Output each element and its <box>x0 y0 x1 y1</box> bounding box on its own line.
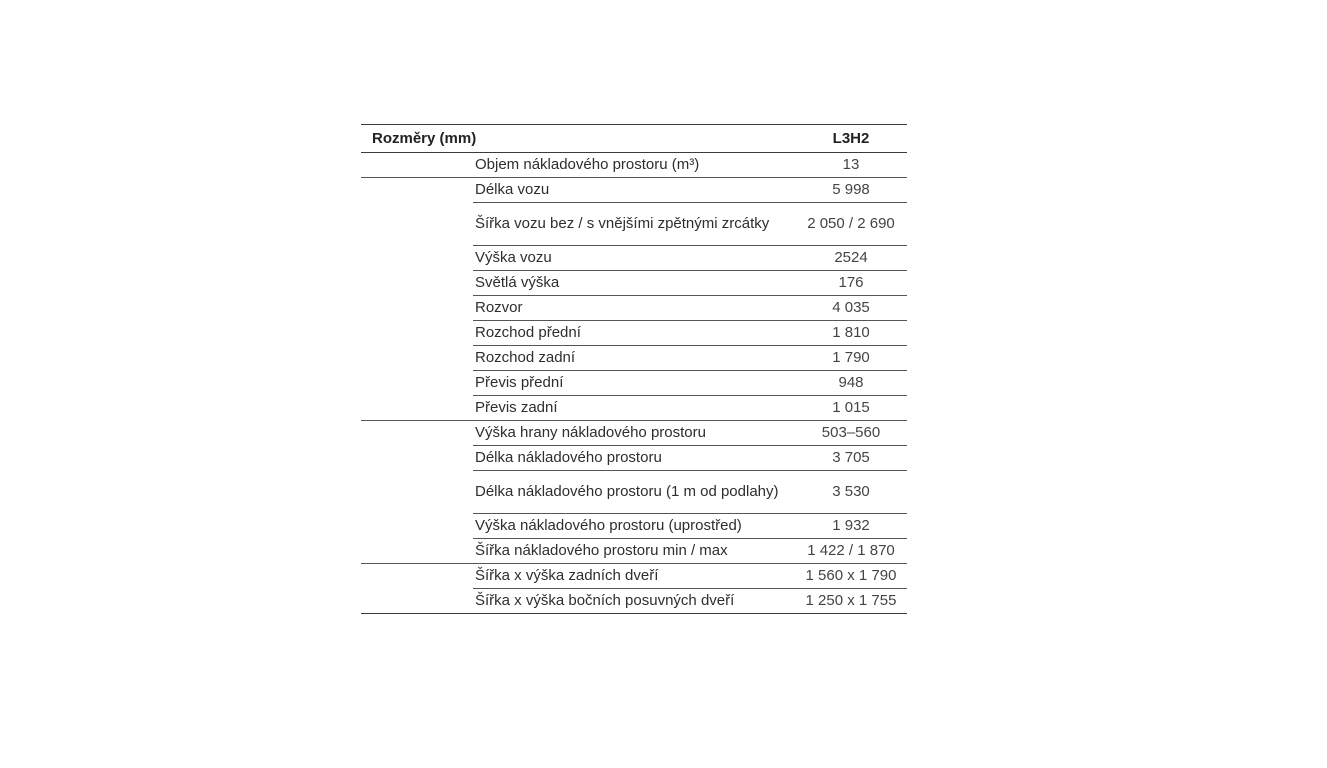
row-value: 1 250 x 1 755 <box>795 589 907 614</box>
row-label: Délka nákladového prostoru (1 m od podlahy) <box>473 471 795 514</box>
table-header-row <box>361 125 907 153</box>
group-cell <box>361 564 473 589</box>
table-row <box>361 296 907 321</box>
table-row <box>361 514 907 539</box>
group-cell <box>361 471 473 514</box>
row-label: Délka nákladového prostoru <box>473 446 795 471</box>
group-cell <box>361 396 473 421</box>
group-cell <box>361 421 473 446</box>
row-label: Převis přední <box>473 371 795 396</box>
row-value: 1 790 <box>795 346 907 371</box>
table-title: Rozměry (mm) <box>361 125 795 153</box>
table-row <box>361 371 907 396</box>
row-value: 1 560 x 1 790 <box>795 564 907 589</box>
row-value: 5 998 <box>795 178 907 203</box>
group-cell <box>361 296 473 321</box>
row-value: 503–560 <box>795 421 907 446</box>
row-value: 176 <box>795 271 907 296</box>
row-value: 1 015 <box>795 396 907 421</box>
table-row <box>361 271 907 296</box>
table-row <box>361 446 907 471</box>
group-cell <box>361 514 473 539</box>
row-value: 1 932 <box>795 514 907 539</box>
row-label: Rozvor <box>473 296 795 321</box>
row-value: 3 705 <box>795 446 907 471</box>
group-cell <box>361 446 473 471</box>
column-header-l3h2: L3H2 <box>795 125 907 153</box>
group-cell <box>361 589 473 614</box>
row-label: Světlá výška <box>473 271 795 296</box>
table-row <box>361 539 907 564</box>
table-row <box>361 421 907 446</box>
dimensions-table <box>361 124 907 614</box>
group-cell <box>361 178 473 203</box>
row-value: 948 <box>795 371 907 396</box>
row-value: 1 422 / 1 870 <box>795 539 907 564</box>
group-cell <box>361 203 473 246</box>
row-label: Šířka nákladového prostoru min / max <box>473 539 795 564</box>
group-cell <box>361 246 473 271</box>
row-label: Výška vozu <box>473 246 795 271</box>
table-row <box>361 321 907 346</box>
row-label: Šířka x výška bočních posuvných dveří <box>473 589 795 614</box>
row-label: Délka vozu <box>473 178 795 203</box>
table-row <box>361 246 907 271</box>
table-row <box>361 153 907 178</box>
row-value: 4 035 <box>795 296 907 321</box>
table-row <box>361 564 907 589</box>
group-cell <box>361 371 473 396</box>
row-label: Šířka vozu bez / s vnějšími zpětnými zrcátky <box>473 203 795 246</box>
group-cell <box>361 539 473 564</box>
row-label: Výška hrany nákladového prostoru <box>473 421 795 446</box>
row-value: 2 050 / 2 690 <box>795 203 907 246</box>
row-label: Objem nákladového prostoru (m³) <box>473 153 795 178</box>
row-label: Převis zadní <box>473 396 795 421</box>
group-cell <box>361 321 473 346</box>
row-label: Výška nákladového prostoru (uprostřed) <box>473 514 795 539</box>
table-row <box>361 346 907 371</box>
table-row <box>361 396 907 421</box>
row-label: Rozchod přední <box>473 321 795 346</box>
row-value: 2524 <box>795 246 907 271</box>
table-row <box>361 178 907 203</box>
row-value: 1 810 <box>795 321 907 346</box>
group-cell <box>361 346 473 371</box>
group-cell <box>361 153 473 178</box>
row-label: Rozchod zadní <box>473 346 795 371</box>
group-cell <box>361 271 473 296</box>
table-row <box>361 589 907 614</box>
row-value: 3 530 <box>795 471 907 514</box>
table-row <box>361 471 907 514</box>
table-row <box>361 203 907 246</box>
row-value: 13 <box>795 153 907 178</box>
row-label: Šířka x výška zadních dveří <box>473 564 795 589</box>
